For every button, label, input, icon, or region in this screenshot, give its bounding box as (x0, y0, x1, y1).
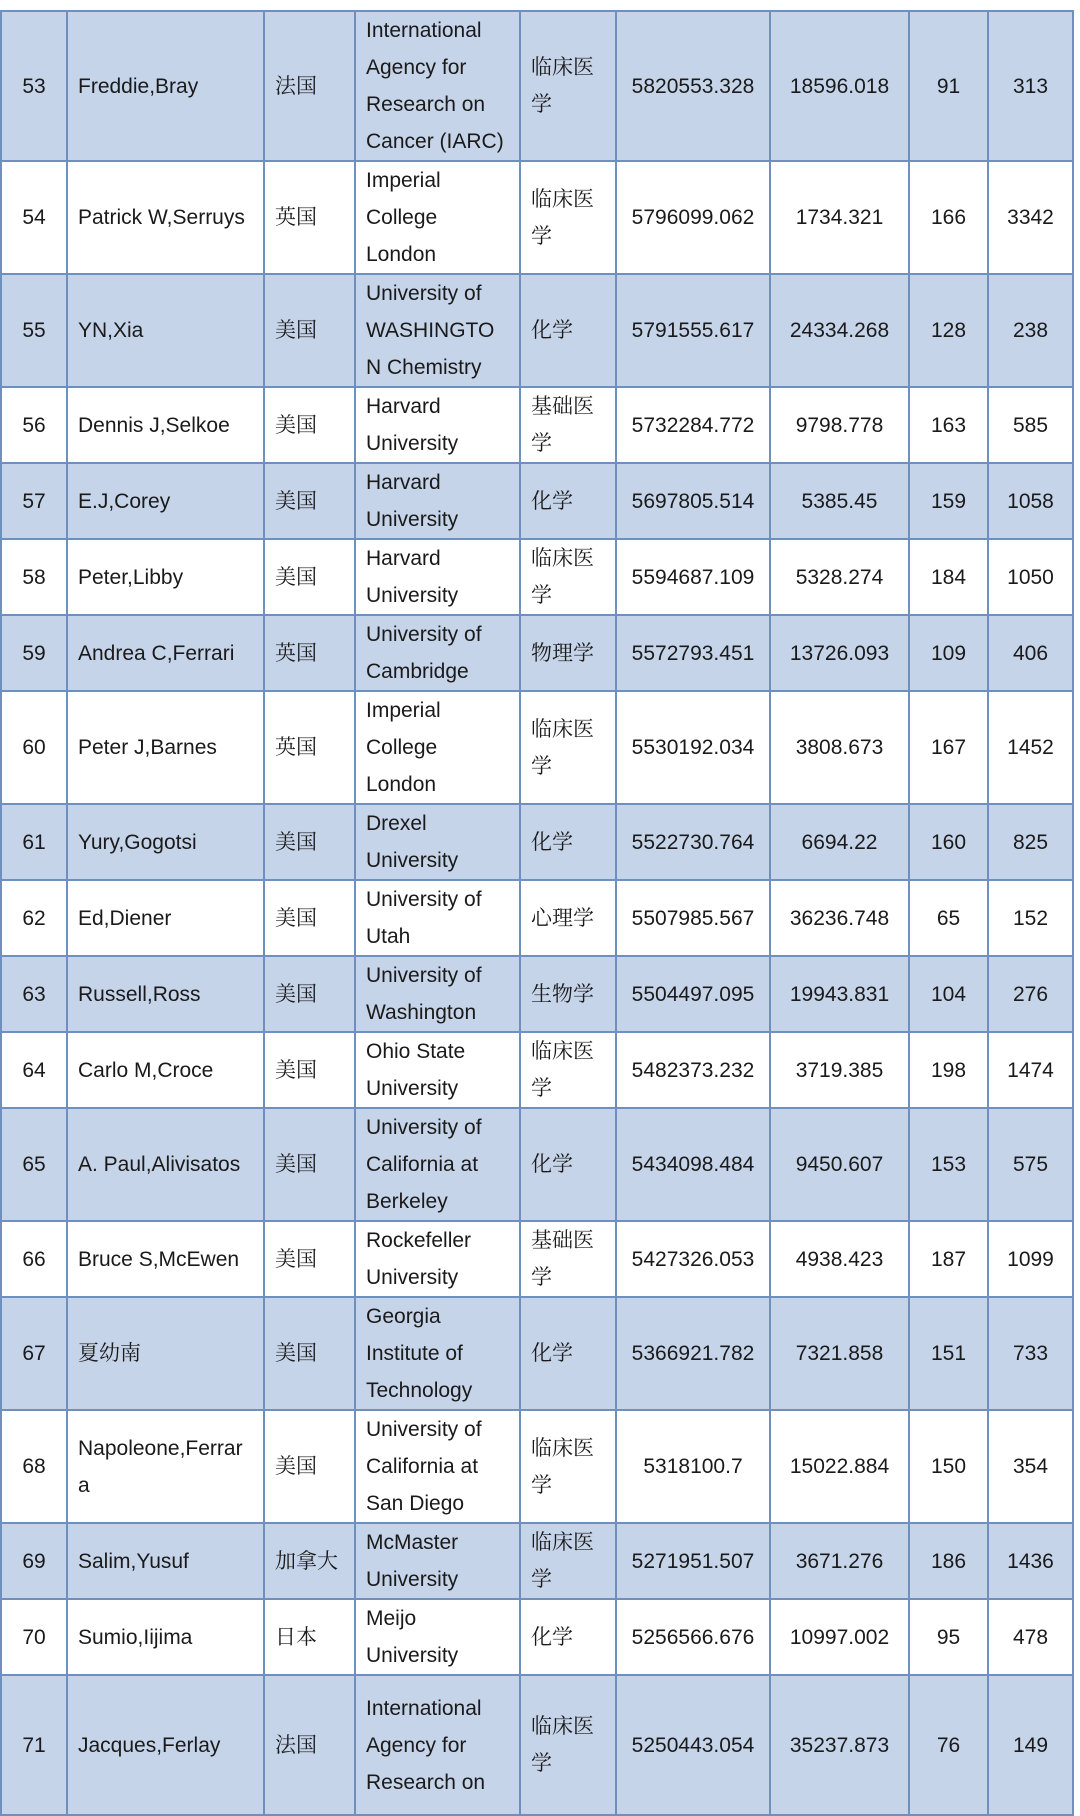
rank-cell: 58 (1, 539, 67, 615)
institution-cell: Ohio State University (355, 1032, 520, 1108)
country-cell: 法国 (264, 1675, 355, 1815)
rank-cell: 65 (1, 1108, 67, 1221)
papers-cell: 1436 (988, 1523, 1073, 1599)
h-index-cell: 95 (909, 1599, 988, 1675)
name-cell: 夏幼南 (67, 1297, 264, 1410)
papers-cell: 1058 (988, 463, 1073, 539)
institution-cell: University of Cambridge (355, 615, 520, 691)
field-cell: 临床医学 (520, 1032, 616, 1108)
score-cell: 5504497.095 (616, 956, 770, 1032)
score-cell: 5572793.451 (616, 615, 770, 691)
table-row (1, 1675, 1073, 1815)
table-row (1, 880, 1073, 956)
name-cell: Ed,Diener (67, 880, 264, 956)
average-cell: 3808.673 (770, 691, 909, 804)
papers-cell: 276 (988, 956, 1073, 1032)
field-cell: 生物学 (520, 956, 616, 1032)
institution-cell: University of California at Berkeley (355, 1108, 520, 1221)
name-cell: Carlo M,Croce (67, 1032, 264, 1108)
papers-cell: 149 (988, 1675, 1073, 1815)
average-cell: 5385.45 (770, 463, 909, 539)
average-cell: 4938.423 (770, 1221, 909, 1297)
h-index-cell: 186 (909, 1523, 988, 1599)
country-cell: 美国 (264, 880, 355, 956)
score-cell: 5250443.054 (616, 1675, 770, 1815)
field-cell: 临床医学 (520, 1410, 616, 1523)
table-row (1, 1523, 1073, 1599)
institution-cell: Harvard University (355, 539, 520, 615)
table-row (1, 1108, 1073, 1221)
h-index-cell: 198 (909, 1032, 988, 1108)
name-cell: Dennis J,Selkoe (67, 387, 264, 463)
country-cell: 日本 (264, 1599, 355, 1675)
average-cell: 18596.018 (770, 11, 909, 161)
h-index-cell: 184 (909, 539, 988, 615)
average-cell: 36236.748 (770, 880, 909, 956)
average-cell: 35237.873 (770, 1675, 909, 1815)
country-cell: 美国 (264, 1032, 355, 1108)
name-cell: Bruce S,McEwen (67, 1221, 264, 1297)
country-cell: 美国 (264, 1297, 355, 1410)
name-cell: Peter J,Barnes (67, 691, 264, 804)
score-cell: 5434098.484 (616, 1108, 770, 1221)
score-cell: 5820553.328 (616, 11, 770, 161)
h-index-cell: 109 (909, 615, 988, 691)
table-row (1, 539, 1073, 615)
country-cell: 美国 (264, 1108, 355, 1221)
country-cell: 加拿大 (264, 1523, 355, 1599)
institution-cell: Drexel University (355, 804, 520, 880)
papers-cell: 825 (988, 804, 1073, 880)
field-cell: 临床医学 (520, 1675, 616, 1815)
rank-cell: 62 (1, 880, 67, 956)
h-index-cell: 163 (909, 387, 988, 463)
score-cell: 5366921.782 (616, 1297, 770, 1410)
average-cell: 24334.268 (770, 274, 909, 387)
country-cell: 英国 (264, 161, 355, 274)
papers-cell: 478 (988, 1599, 1073, 1675)
h-index-cell: 160 (909, 804, 988, 880)
papers-cell: 354 (988, 1410, 1073, 1523)
h-index-cell: 65 (909, 880, 988, 956)
h-index-cell: 151 (909, 1297, 988, 1410)
average-cell: 5328.274 (770, 539, 909, 615)
field-cell: 临床医学 (520, 11, 616, 161)
institution-cell: University of Utah (355, 880, 520, 956)
papers-cell: 406 (988, 615, 1073, 691)
score-cell: 5732284.772 (616, 387, 770, 463)
name-cell: Freddie,Bray (67, 11, 264, 161)
institution-cell: Imperial College London (355, 691, 520, 804)
score-cell: 5796099.062 (616, 161, 770, 274)
ranking-table (0, 10, 1074, 1816)
h-index-cell: 76 (909, 1675, 988, 1815)
table-row (1, 1297, 1073, 1410)
h-index-cell: 128 (909, 274, 988, 387)
table-row (1, 1599, 1073, 1675)
name-cell: Napoleone,Ferrara (67, 1410, 264, 1523)
rank-cell: 71 (1, 1675, 67, 1815)
field-cell: 临床医学 (520, 161, 616, 274)
name-cell: Patrick W,Serruys (67, 161, 264, 274)
average-cell: 3671.276 (770, 1523, 909, 1599)
score-cell: 5318100.7 (616, 1410, 770, 1523)
average-cell: 1734.321 (770, 161, 909, 274)
score-cell: 5522730.764 (616, 804, 770, 880)
institution-cell: Georgia Institute of Technology (355, 1297, 520, 1410)
score-cell: 5507985.567 (616, 880, 770, 956)
average-cell: 9798.778 (770, 387, 909, 463)
papers-cell: 585 (988, 387, 1073, 463)
country-cell: 美国 (264, 1221, 355, 1297)
score-cell: 5594687.109 (616, 539, 770, 615)
institution-cell: Rockefeller University (355, 1221, 520, 1297)
score-cell: 5530192.034 (616, 691, 770, 804)
average-cell: 3719.385 (770, 1032, 909, 1108)
table-row (1, 463, 1073, 539)
score-cell: 5697805.514 (616, 463, 770, 539)
institution-cell: McMaster University (355, 1523, 520, 1599)
rank-cell: 61 (1, 804, 67, 880)
country-cell: 美国 (264, 274, 355, 387)
field-cell: 化学 (520, 274, 616, 387)
table-body (1, 11, 1073, 1815)
rank-cell: 54 (1, 161, 67, 274)
table-row (1, 956, 1073, 1032)
table-row (1, 11, 1073, 161)
country-cell: 美国 (264, 1410, 355, 1523)
field-cell: 临床医学 (520, 1523, 616, 1599)
score-cell: 5482373.232 (616, 1032, 770, 1108)
papers-cell: 733 (988, 1297, 1073, 1410)
rank-cell: 70 (1, 1599, 67, 1675)
h-index-cell: 167 (909, 691, 988, 804)
table-row (1, 804, 1073, 880)
rank-cell: 64 (1, 1032, 67, 1108)
rank-cell: 63 (1, 956, 67, 1032)
field-cell: 化学 (520, 1108, 616, 1221)
field-cell: 化学 (520, 463, 616, 539)
table-row (1, 274, 1073, 387)
name-cell: Sumio,Iijima (67, 1599, 264, 1675)
rank-cell: 68 (1, 1410, 67, 1523)
score-cell: 5271951.507 (616, 1523, 770, 1599)
field-cell: 化学 (520, 1599, 616, 1675)
papers-cell: 1050 (988, 539, 1073, 615)
institution-cell: Harvard University (355, 463, 520, 539)
country-cell: 英国 (264, 691, 355, 804)
country-cell: 法国 (264, 11, 355, 161)
papers-cell: 1474 (988, 1032, 1073, 1108)
average-cell: 19943.831 (770, 956, 909, 1032)
table-row (1, 161, 1073, 274)
average-cell: 13726.093 (770, 615, 909, 691)
h-index-cell: 166 (909, 161, 988, 274)
name-cell: YN,Xia (67, 274, 264, 387)
institution-cell: Imperial College London (355, 161, 520, 274)
institution-cell: Harvard University (355, 387, 520, 463)
papers-cell: 3342 (988, 161, 1073, 274)
name-cell: Jacques,Ferlay (67, 1675, 264, 1815)
table-row (1, 615, 1073, 691)
field-cell: 心理学 (520, 880, 616, 956)
country-cell: 美国 (264, 387, 355, 463)
papers-cell: 152 (988, 880, 1073, 956)
rank-cell: 59 (1, 615, 67, 691)
field-cell: 临床医学 (520, 691, 616, 804)
table-row (1, 1032, 1073, 1108)
h-index-cell: 153 (909, 1108, 988, 1221)
rank-cell: 55 (1, 274, 67, 387)
name-cell: Russell,Ross (67, 956, 264, 1032)
papers-cell: 238 (988, 274, 1073, 387)
field-cell: 化学 (520, 804, 616, 880)
papers-cell: 313 (988, 11, 1073, 161)
rank-cell: 67 (1, 1297, 67, 1410)
institution-cell: University of Washington (355, 956, 520, 1032)
rank-cell: 57 (1, 463, 67, 539)
h-index-cell: 150 (909, 1410, 988, 1523)
country-cell: 美国 (264, 539, 355, 615)
institution-cell: University of California at San Diego (355, 1410, 520, 1523)
score-cell: 5791555.617 (616, 274, 770, 387)
country-cell: 英国 (264, 615, 355, 691)
rank-cell: 56 (1, 387, 67, 463)
country-cell: 美国 (264, 463, 355, 539)
name-cell: A. Paul,Alivisatos (67, 1108, 264, 1221)
field-cell: 基础医学 (520, 387, 616, 463)
rank-cell: 69 (1, 1523, 67, 1599)
rank-cell: 53 (1, 11, 67, 161)
papers-cell: 1452 (988, 691, 1073, 804)
name-cell: Peter,Libby (67, 539, 264, 615)
papers-cell: 1099 (988, 1221, 1073, 1297)
field-cell: 临床医学 (520, 539, 616, 615)
average-cell: 6694.22 (770, 804, 909, 880)
institution-cell: International Agency for Research on Cancer (IARC) (355, 11, 520, 161)
field-cell: 化学 (520, 1297, 616, 1410)
name-cell: Andrea C,Ferrari (67, 615, 264, 691)
institution-cell: University of WASHINGTON Chemistry (355, 274, 520, 387)
field-cell: 物理学 (520, 615, 616, 691)
score-cell: 5256566.676 (616, 1599, 770, 1675)
field-cell: 基础医学 (520, 1221, 616, 1297)
table-row (1, 691, 1073, 804)
country-cell: 美国 (264, 804, 355, 880)
h-index-cell: 187 (909, 1221, 988, 1297)
h-index-cell: 104 (909, 956, 988, 1032)
average-cell: 10997.002 (770, 1599, 909, 1675)
name-cell: E.J,Corey (67, 463, 264, 539)
h-index-cell: 159 (909, 463, 988, 539)
rank-cell: 60 (1, 691, 67, 804)
name-cell: Yury,Gogotsi (67, 804, 264, 880)
country-cell: 美国 (264, 956, 355, 1032)
table-row (1, 387, 1073, 463)
table-row (1, 1410, 1073, 1523)
rank-cell: 66 (1, 1221, 67, 1297)
score-cell: 5427326.053 (616, 1221, 770, 1297)
table-row (1, 1221, 1073, 1297)
institution-cell: Meijo University (355, 1599, 520, 1675)
papers-cell: 575 (988, 1108, 1073, 1221)
name-cell: Salim,Yusuf (67, 1523, 264, 1599)
average-cell: 15022.884 (770, 1410, 909, 1523)
h-index-cell: 91 (909, 11, 988, 161)
average-cell: 9450.607 (770, 1108, 909, 1221)
institution-cell: International Agency for Research on (355, 1675, 520, 1815)
average-cell: 7321.858 (770, 1297, 909, 1410)
